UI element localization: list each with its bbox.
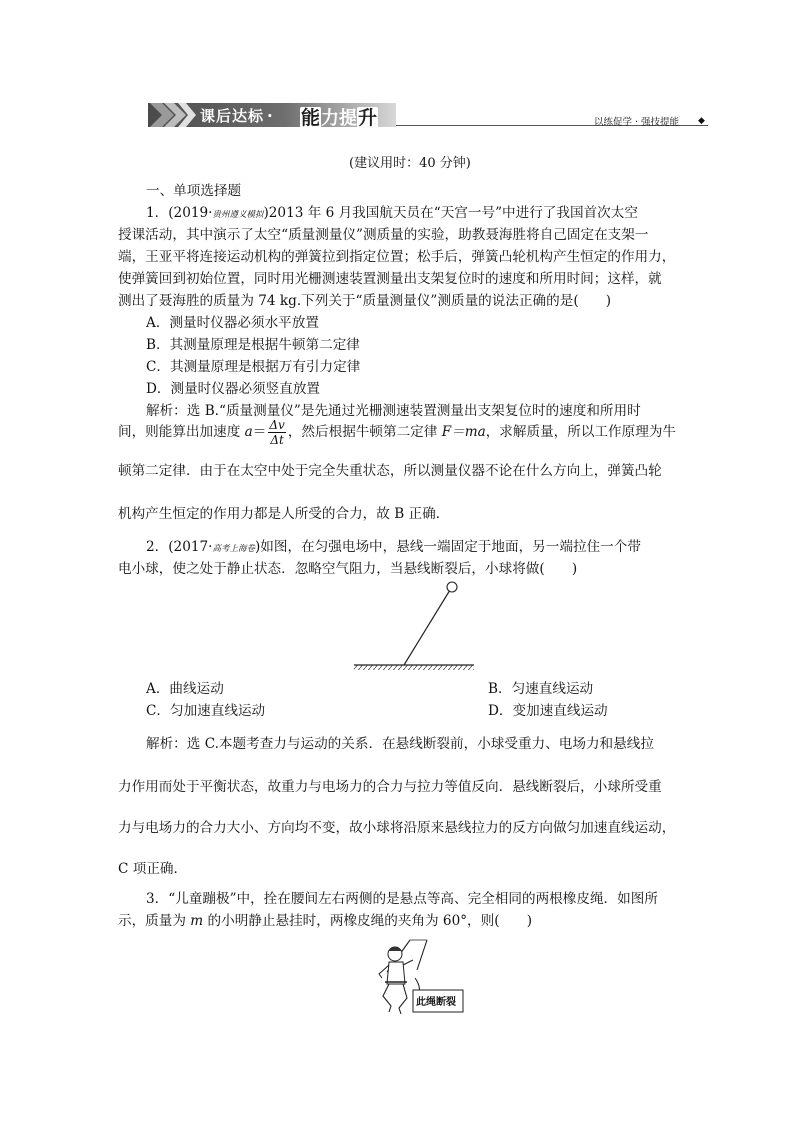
section-title: 一、单项选择题: [146, 183, 242, 199]
q1-line-5: 测出了聂海胜的质量为 74 kg.下列关于“质量测量仪”测质量的说法正确的是( ): [118, 293, 612, 309]
q2-option-a: A．曲线运动: [146, 681, 224, 697]
section-header-subtitle: 能力提升: [301, 107, 378, 129]
q2-analysis-1: 解析：选 C.本题考查力与运动的关系．在悬线断裂前，小球受重力、电场力和悬线拉: [146, 736, 654, 752]
q1-line-1: 1．(2019·贵州遵义模拟)2013 年 6 月我国航天员在“天宫一号”中进行了我国首次太空: [146, 205, 638, 221]
q3-figure-label: 此绳断裂: [416, 997, 456, 1008]
q1-analysis-4: 机构产生恒定的作用力都是人所受的合力，故 B 正确．: [118, 506, 450, 522]
q1-option-b: B．其测量原理是根据牛顿第二定律: [146, 337, 360, 353]
q1-analysis-1: 解析：选 B.“质量测量仪”是先通过光栅测速装置测量出支架复位时的速度和所用时: [146, 403, 641, 419]
q2-option-d: D．变加速直线运动: [488, 703, 608, 719]
q1-source: 贵州遵义模拟: [212, 210, 264, 220]
q2-line-2: 电小球，使之处于静止状态．忽略空气阻力，当悬线断裂后，小球将做( ): [118, 561, 578, 577]
q1-analysis-2: 间，则能算出加速度 a＝ $\frac{\Delta v}{\Delta t}$ ，然后根据牛顿第二定律 F＝ma，求解质量，所以工作原理为牛: [118, 418, 677, 447]
q2-line-1: 2．(2017·高考上海卷)如图，在匀强电场中，悬线一端固定于地面，另一端拉住一个带: [146, 539, 641, 555]
q1-line-2: 授课活动，其中演示了太空“质量测量仪”测质量的实验，助教聂海胜将自己固定在支架一: [118, 227, 649, 243]
section-header-title: 课后达标 ·: [200, 107, 274, 125]
q2-option-c: C．匀加速直线运动: [146, 703, 266, 719]
q2-option-b: B．匀速直线运动: [488, 681, 594, 697]
q1-option-c: C．其测量原理是根据万有引力定律: [146, 359, 361, 375]
q2-figure-suspended-ball: [350, 578, 480, 670]
q3-line-2: 示，质量为 m 的小明静止悬挂时，两橡皮绳的夹角为 60°，则( ): [118, 913, 532, 929]
time-note: (建议用时：40 分钟): [349, 156, 471, 171]
header-tagline: 以练促学 · 强技提能: [594, 117, 680, 128]
q1-line-3: 端，王亚平将连接运动机构的弹簧拉到指定位置；松手后，弹簧凸轮机构产生恒定的作用力，: [118, 249, 676, 265]
q1-line-4: 使弹簧回到初始位置，同时用光栅测速装置测量出支架复位时的速度和所用时间；这样，就: [118, 271, 662, 287]
q1-option-a: A．测量时仪器必须水平放置: [146, 315, 319, 331]
acceleration-fraction: $\frac{\Delta v}{\Delta t}$: [269, 418, 285, 447]
q3-line-1: 3．“儿童蹦极”中，拴在腰间左右两侧的是悬点等高、完全相同的两根橡皮绳．如图所: [146, 891, 658, 907]
q2-analysis-3: 力与电场力的合力大小、方向均不变，故小球将沿原来悬线拉力的反方向做匀加速直线运动，: [118, 820, 676, 836]
q2-analysis-4: C 项正确．: [118, 861, 188, 877]
q2-analysis-2: 力作用而处于平衡状态，故重力与电场力的合力与拉力等值反向．悬线断裂后，小球所受重: [118, 779, 662, 795]
diamond-icon: ◆: [698, 116, 705, 126]
q2-source: 高考上海卷: [212, 544, 255, 554]
chevron-decoration-icon: [150, 103, 196, 127]
q1-option-d: D．测量时仪器必须竖直放置: [146, 381, 321, 397]
q3-figure-child-bungee: [355, 938, 475, 1024]
q1-analysis-3: 顿第二定律．由于在太空中处于完全失重状态，所以测量仪器不论在什么方向上，弹簧凸轮: [118, 463, 662, 479]
